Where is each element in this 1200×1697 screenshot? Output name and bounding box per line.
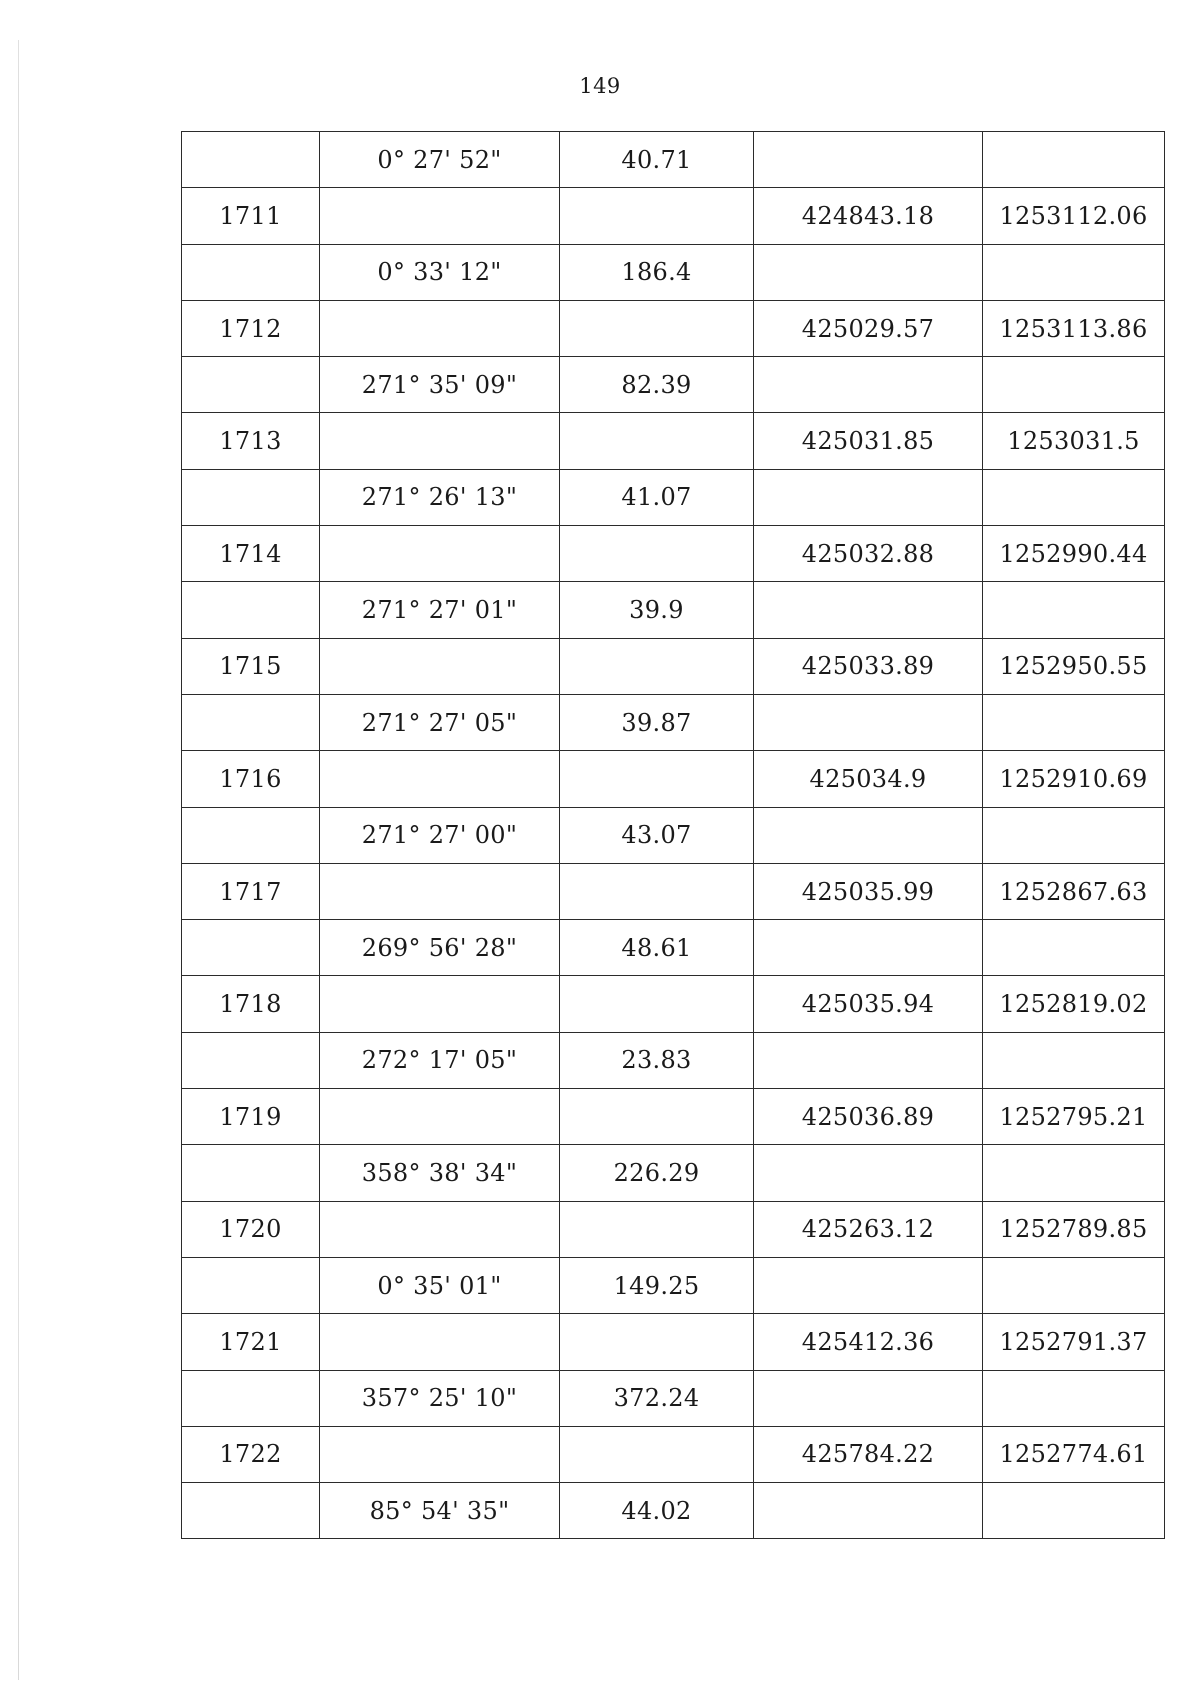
- northing-cell: 425035.94: [754, 976, 983, 1032]
- northing-cell: [754, 1483, 983, 1539]
- northing-cell: [754, 1032, 983, 1088]
- distance-cell: [560, 751, 754, 807]
- table-row: [182, 694, 1165, 750]
- northing-cell: [754, 1145, 983, 1201]
- easting-cell: [983, 582, 1165, 638]
- northing-cell: [754, 1370, 983, 1426]
- distance-cell: 186.4: [560, 244, 754, 300]
- bearing-cell: [320, 863, 560, 919]
- point-id-cell: [182, 244, 320, 300]
- distance-cell: [560, 1426, 754, 1482]
- northing-cell: 425784.22: [754, 1426, 983, 1482]
- point-id-cell: 1722: [182, 1426, 320, 1482]
- northing-cell: 425033.89: [754, 638, 983, 694]
- scan-edge-line: [18, 40, 19, 1680]
- easting-cell: [983, 357, 1165, 413]
- easting-cell: 1252950.55: [983, 638, 1165, 694]
- point-id-cell: 1711: [182, 188, 320, 244]
- easting-cell: [983, 469, 1165, 525]
- bearing-cell: [320, 976, 560, 1032]
- distance-cell: [560, 413, 754, 469]
- table-row: [182, 1089, 1165, 1145]
- bearing-cell: 271° 27' 00": [320, 807, 560, 863]
- easting-cell: [983, 1483, 1165, 1539]
- easting-cell: 1252791.37: [983, 1314, 1165, 1370]
- table-row: [182, 469, 1165, 525]
- point-id-cell: 1719: [182, 1089, 320, 1145]
- northing-cell: 425036.89: [754, 1089, 983, 1145]
- distance-cell: 226.29: [560, 1145, 754, 1201]
- easting-cell: [983, 920, 1165, 976]
- distance-cell: 41.07: [560, 469, 754, 525]
- easting-cell: 1252867.63: [983, 863, 1165, 919]
- bearing-cell: [320, 413, 560, 469]
- table-row: [182, 1426, 1165, 1482]
- point-id-cell: 1717: [182, 863, 320, 919]
- bearing-cell: 0° 35' 01": [320, 1257, 560, 1313]
- northing-cell: [754, 469, 983, 525]
- table-row: [182, 1257, 1165, 1313]
- distance-cell: [560, 863, 754, 919]
- northing-cell: [754, 582, 983, 638]
- point-id-cell: 1712: [182, 300, 320, 356]
- point-id-cell: [182, 132, 320, 188]
- northing-cell: 424843.18: [754, 188, 983, 244]
- northing-cell: [754, 244, 983, 300]
- survey-coordinates-table: [181, 131, 1165, 1539]
- table-row: [182, 526, 1165, 582]
- table-row: [182, 751, 1165, 807]
- bearing-cell: 269° 56' 28": [320, 920, 560, 976]
- northing-cell: [754, 1257, 983, 1313]
- distance-cell: [560, 638, 754, 694]
- distance-cell: 43.07: [560, 807, 754, 863]
- easting-cell: [983, 807, 1165, 863]
- bearing-cell: 0° 27' 52": [320, 132, 560, 188]
- table-row: [182, 1032, 1165, 1088]
- table-row: [182, 1314, 1165, 1370]
- distance-cell: [560, 1201, 754, 1257]
- easting-cell: 1252990.44: [983, 526, 1165, 582]
- table-row: [182, 413, 1165, 469]
- table-row: [182, 1370, 1165, 1426]
- northing-cell: 425263.12: [754, 1201, 983, 1257]
- distance-cell: 39.9: [560, 582, 754, 638]
- table-row: [182, 807, 1165, 863]
- easting-cell: 1253031.5: [983, 413, 1165, 469]
- point-id-cell: [182, 469, 320, 525]
- distance-cell: 39.87: [560, 694, 754, 750]
- northing-cell: 425029.57: [754, 300, 983, 356]
- point-id-cell: 1721: [182, 1314, 320, 1370]
- northing-cell: 425412.36: [754, 1314, 983, 1370]
- easting-cell: [983, 1257, 1165, 1313]
- point-id-cell: 1718: [182, 976, 320, 1032]
- point-id-cell: [182, 357, 320, 413]
- bearing-cell: [320, 188, 560, 244]
- table-row: [182, 300, 1165, 356]
- distance-cell: [560, 188, 754, 244]
- northing-cell: [754, 132, 983, 188]
- easting-cell: 1252910.69: [983, 751, 1165, 807]
- point-id-cell: [182, 920, 320, 976]
- northing-cell: 425031.85: [754, 413, 983, 469]
- point-id-cell: [182, 694, 320, 750]
- table-row: [182, 244, 1165, 300]
- bearing-cell: [320, 1426, 560, 1482]
- northing-cell: [754, 694, 983, 750]
- bearing-cell: [320, 526, 560, 582]
- easting-cell: [983, 132, 1165, 188]
- distance-cell: 44.02: [560, 1483, 754, 1539]
- easting-cell: 1252774.61: [983, 1426, 1165, 1482]
- northing-cell: 425034.9: [754, 751, 983, 807]
- table-row: [182, 638, 1165, 694]
- point-id-cell: [182, 807, 320, 863]
- point-id-cell: 1713: [182, 413, 320, 469]
- point-id-cell: 1714: [182, 526, 320, 582]
- easting-cell: [983, 1370, 1165, 1426]
- distance-cell: 23.83: [560, 1032, 754, 1088]
- table-row: [182, 132, 1165, 188]
- easting-cell: [983, 244, 1165, 300]
- point-id-cell: [182, 1257, 320, 1313]
- bearing-cell: 272° 17' 05": [320, 1032, 560, 1088]
- easting-cell: [983, 1032, 1165, 1088]
- distance-cell: 82.39: [560, 357, 754, 413]
- point-id-cell: 1720: [182, 1201, 320, 1257]
- distance-cell: [560, 300, 754, 356]
- northing-cell: 425035.99: [754, 863, 983, 919]
- point-id-cell: 1716: [182, 751, 320, 807]
- distance-cell: [560, 1314, 754, 1370]
- bearing-cell: 0° 33' 12": [320, 244, 560, 300]
- distance-cell: [560, 1089, 754, 1145]
- table-row: [182, 920, 1165, 976]
- northing-cell: [754, 920, 983, 976]
- bearing-cell: [320, 1089, 560, 1145]
- bearing-cell: 85° 54' 35": [320, 1483, 560, 1539]
- bearing-cell: 357° 25' 10": [320, 1370, 560, 1426]
- point-id-cell: [182, 1483, 320, 1539]
- northing-cell: [754, 357, 983, 413]
- page-number: 149: [579, 74, 621, 98]
- northing-cell: 425032.88: [754, 526, 983, 582]
- distance-cell: 48.61: [560, 920, 754, 976]
- distance-cell: 372.24: [560, 1370, 754, 1426]
- table-body: [182, 132, 1165, 1539]
- table-row: [182, 1145, 1165, 1201]
- table-row: [182, 976, 1165, 1032]
- point-id-cell: [182, 1032, 320, 1088]
- table-row: [182, 1201, 1165, 1257]
- table-row: [182, 863, 1165, 919]
- distance-cell: 149.25: [560, 1257, 754, 1313]
- distance-cell: [560, 976, 754, 1032]
- distance-cell: [560, 526, 754, 582]
- table-row: [182, 357, 1165, 413]
- bearing-cell: [320, 751, 560, 807]
- bearing-cell: 271° 26' 13": [320, 469, 560, 525]
- bearing-cell: [320, 638, 560, 694]
- bearing-cell: 271° 35' 09": [320, 357, 560, 413]
- bearing-cell: [320, 300, 560, 356]
- northing-cell: [754, 807, 983, 863]
- table-row: [182, 1483, 1165, 1539]
- point-id-cell: [182, 1145, 320, 1201]
- bearing-cell: 271° 27' 05": [320, 694, 560, 750]
- table-row: [182, 582, 1165, 638]
- easting-cell: 1252789.85: [983, 1201, 1165, 1257]
- point-id-cell: 1715: [182, 638, 320, 694]
- easting-cell: [983, 1145, 1165, 1201]
- easting-cell: 1252795.21: [983, 1089, 1165, 1145]
- easting-cell: 1253113.86: [983, 300, 1165, 356]
- table-row: [182, 188, 1165, 244]
- point-id-cell: [182, 582, 320, 638]
- bearing-cell: 358° 38' 34": [320, 1145, 560, 1201]
- easting-cell: 1252819.02: [983, 976, 1165, 1032]
- easting-cell: 1253112.06: [983, 188, 1165, 244]
- distance-cell: 40.71: [560, 132, 754, 188]
- bearing-cell: 271° 27' 01": [320, 582, 560, 638]
- bearing-cell: [320, 1201, 560, 1257]
- point-id-cell: [182, 1370, 320, 1426]
- bearing-cell: [320, 1314, 560, 1370]
- easting-cell: [983, 694, 1165, 750]
